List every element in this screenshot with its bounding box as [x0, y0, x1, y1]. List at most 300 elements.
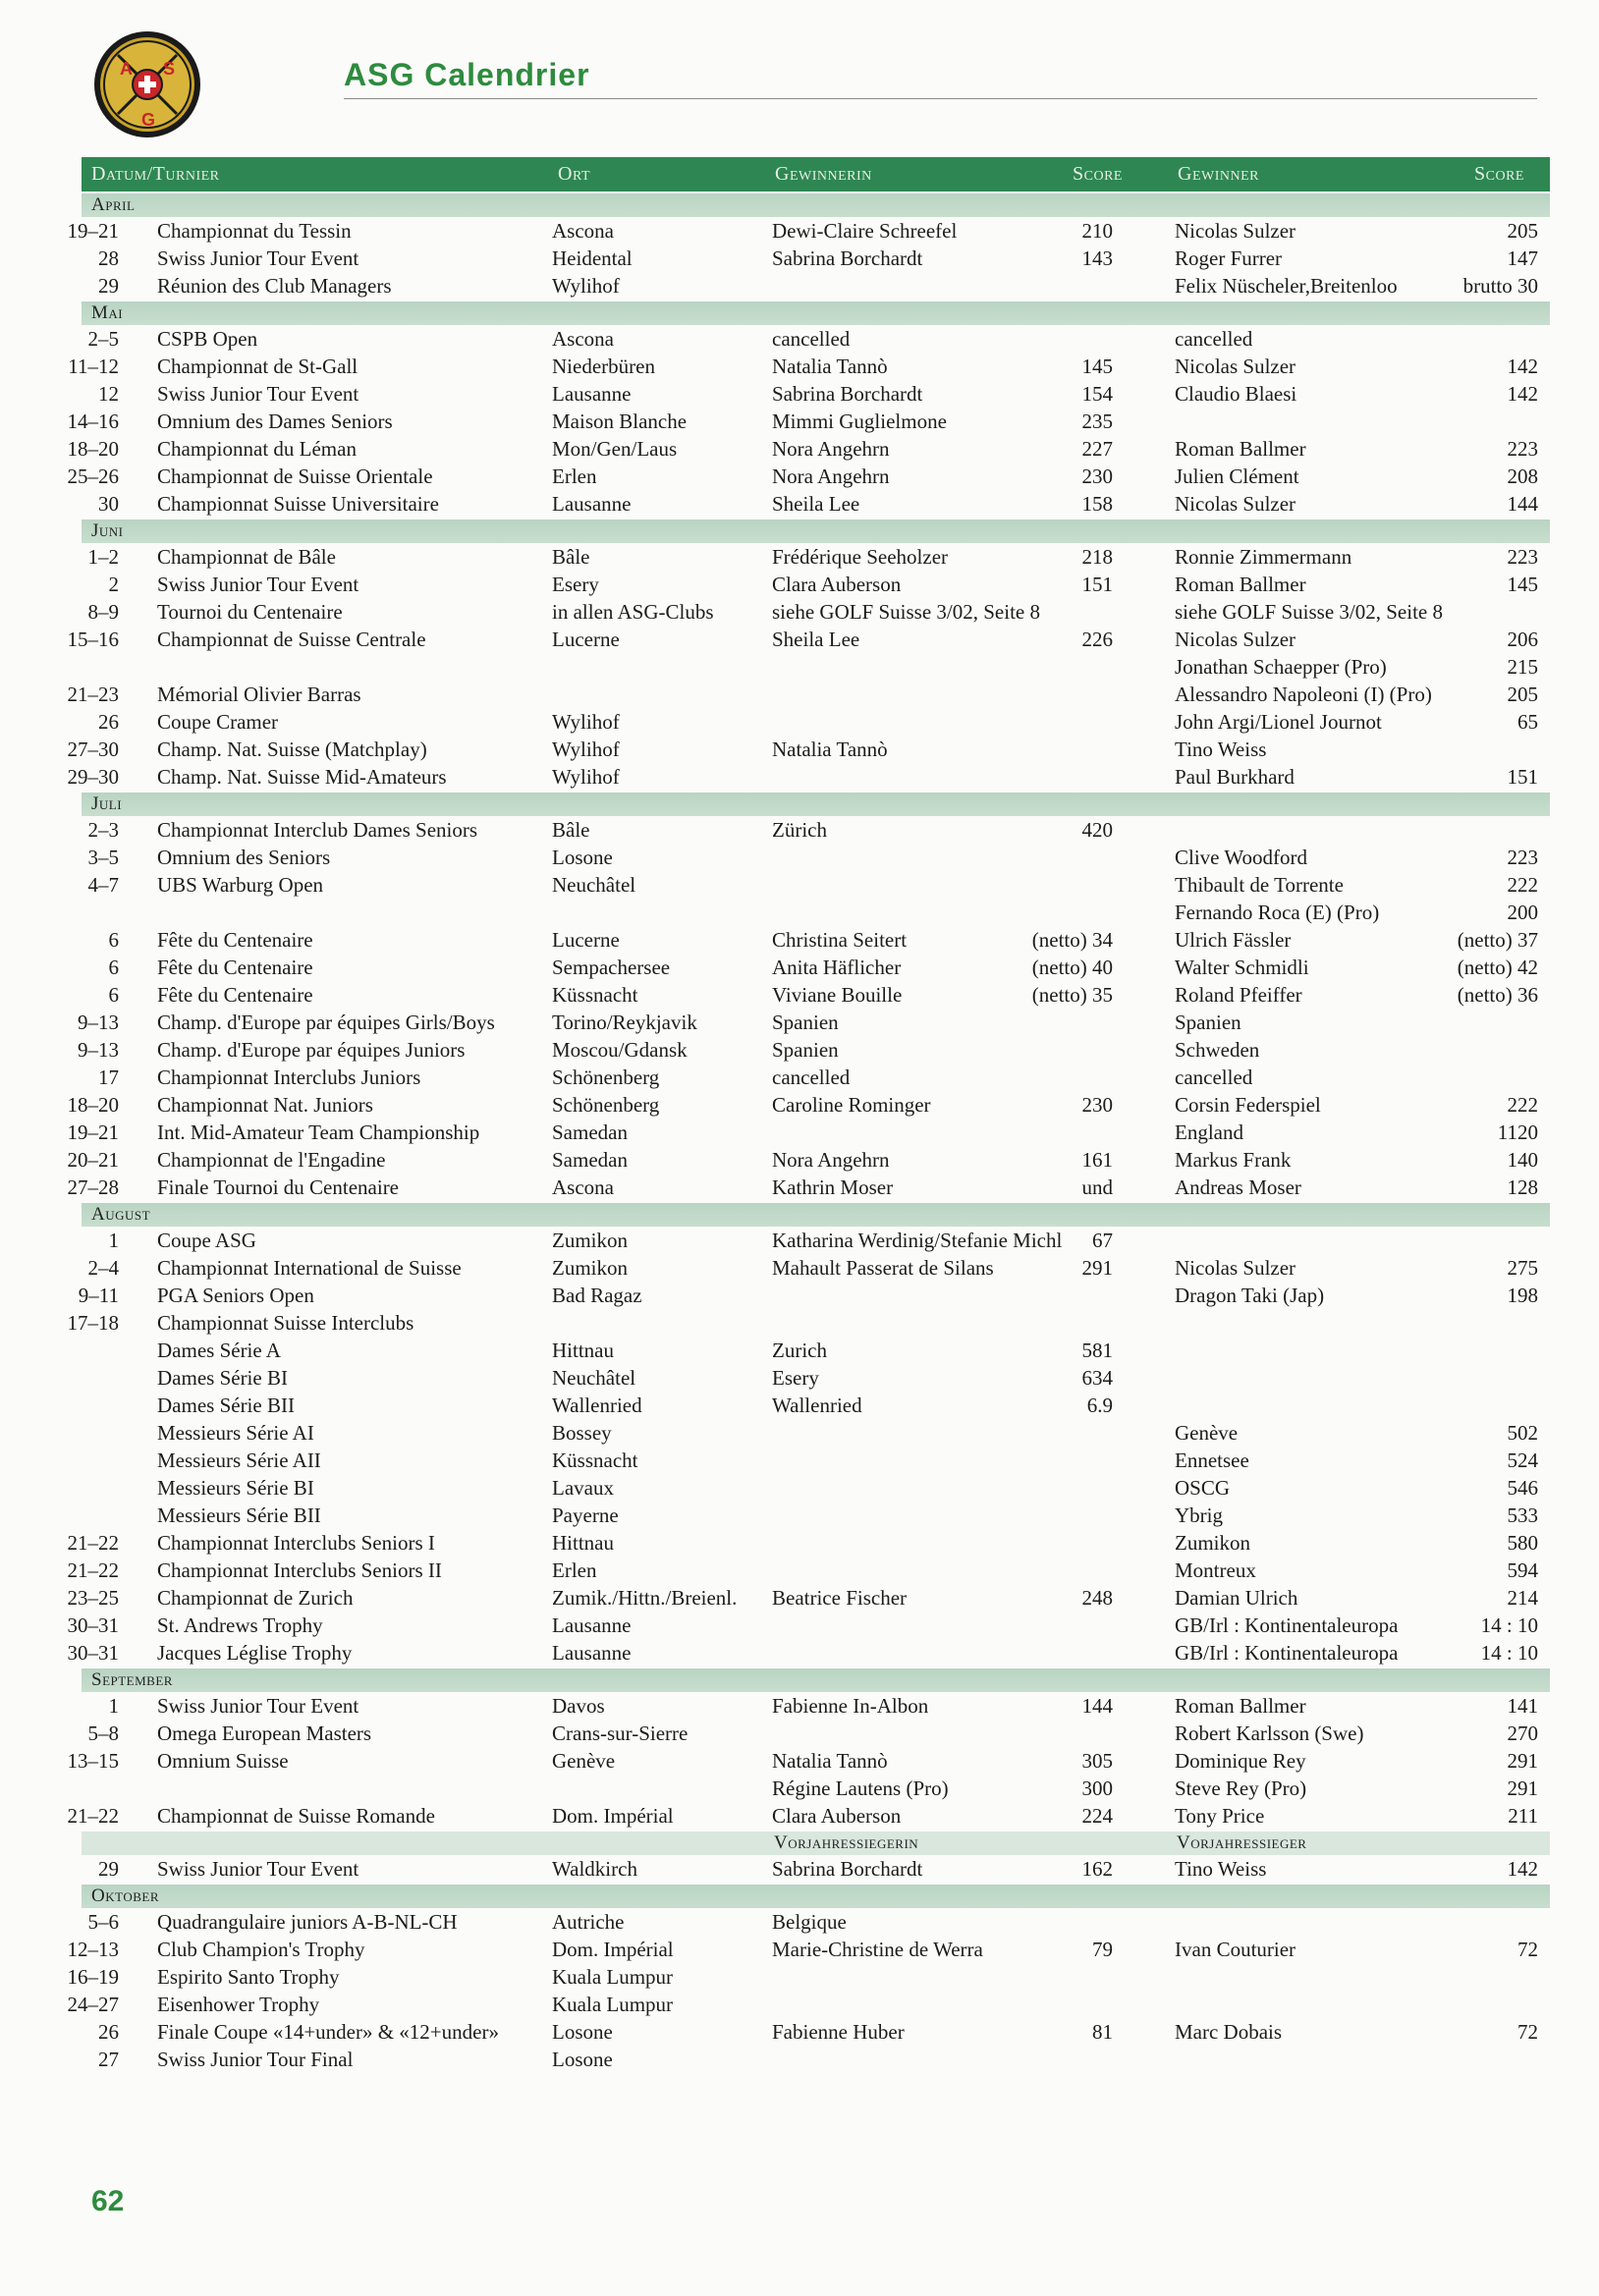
table-row [82, 1419, 1550, 1447]
cell-event: St. Andrews Trophy [157, 1613, 323, 1637]
cell-winner-men: Ybrig [1175, 1503, 1223, 1527]
cell-winner-men: cancelled [1175, 327, 1253, 351]
cell-place: Payerne [552, 1503, 619, 1527]
table-row [82, 272, 1550, 300]
logo-letter-s: S [163, 59, 176, 79]
cell-score-men: 1120 [1497, 1121, 1538, 1144]
cell-score-men: 215 [1507, 655, 1538, 679]
cell-winner-women: Anita Häflicher [772, 956, 902, 979]
cell-winner-men: GB/Irl : Kontinentaleuropa [1175, 1641, 1399, 1665]
cell-winner-men: Roger Furrer [1175, 246, 1283, 270]
cell-winner-men: Ennetsee [1175, 1449, 1249, 1472]
cell-winner-women: Zurich [772, 1339, 827, 1362]
cell-score-women: 227 [1081, 437, 1113, 461]
cell-event: Championnat du Léman [157, 437, 357, 461]
cell-place: Dom. Impérial [552, 1938, 674, 1961]
table-row [82, 490, 1550, 518]
cell-date: 28 [98, 246, 119, 270]
cell-event: Mémorial Olivier Barras [157, 683, 361, 706]
table-row [67, 681, 1550, 708]
cell-score-men: (netto) 42 [1457, 956, 1538, 979]
cell-score-men: 65 [1517, 710, 1538, 734]
cell-winner-men: Thibault de Torrente [1175, 873, 1344, 897]
previous-winner-men-label: Vorjahressieger [1177, 1832, 1307, 1853]
cell-winner-men: Walter Schmidli [1175, 956, 1309, 979]
section-title: Juli [91, 793, 123, 814]
cell-winner-men: Roman Ballmer [1175, 437, 1306, 461]
cell-winner-men: OSCG [1175, 1476, 1231, 1500]
table-row [82, 954, 1550, 981]
cell-winner-men: Tony Price [1175, 1804, 1265, 1828]
cell-place: Lucerne [552, 628, 620, 651]
table-row [68, 353, 1550, 380]
cell-winner-women: Katharina Werdinig/Stefanie Michl [772, 1229, 1063, 1252]
cell-place: Wallenried [552, 1394, 642, 1417]
table-row [78, 1009, 1550, 1036]
cell-winner-women: Fabienne Huber [772, 2020, 905, 2044]
cell-place: Wylihof [552, 765, 620, 789]
cell-event: CSPB Open [157, 327, 258, 351]
cell-winner-men: Genève [1175, 1421, 1239, 1445]
cell-score-men: 546 [1507, 1476, 1538, 1500]
cell-date: 11–12 [68, 355, 119, 378]
cell-score-women: 154 [1081, 382, 1113, 406]
logo-letter-g: G [141, 110, 156, 130]
cell-date: 21–23 [67, 683, 119, 706]
cell-score-men: 151 [1507, 765, 1538, 789]
cell-winner-women: Natalia Tannò [772, 1749, 888, 1773]
cell-date: 21–22 [67, 1531, 119, 1555]
cell-date: 30 [98, 492, 119, 516]
cell-date: 13–15 [67, 1749, 119, 1773]
cell-date: 18–20 [67, 437, 119, 461]
cell-winner-women: Christina Seitert [772, 928, 908, 952]
cell-date: 12–13 [67, 1938, 119, 1961]
table-row [82, 1474, 1550, 1502]
cell-event: Championnat de Zurich [157, 1586, 354, 1610]
table-row [67, 1174, 1550, 1201]
cell-winner-men: Steve Rey (Pro) [1175, 1777, 1307, 1800]
table-row [82, 325, 1550, 353]
cell-place: Lausanne [552, 1641, 632, 1665]
cell-place: Zumikon [552, 1256, 628, 1280]
cell-date: 18–20 [67, 1093, 119, 1117]
cell-place: Niederbüren [552, 355, 655, 378]
table-row [67, 217, 1550, 245]
cell-date: 3–5 [87, 846, 119, 869]
cell-event: Finale Coupe «14+under» & «12+under» [157, 2020, 499, 2044]
cell-winner-men: siehe GOLF Suisse 3/02, Seite 8 [1175, 600, 1443, 624]
cell-place: Kuala Lumpur [552, 1993, 674, 2016]
cell-winner-men: Andreas Moser [1175, 1175, 1301, 1199]
section-title: August [91, 1204, 151, 1225]
cell-event: Espirito Santo Trophy [157, 1965, 340, 1989]
section-title: April [91, 194, 136, 215]
cell-event: Dames Série BII [157, 1394, 295, 1417]
cell-score-men: (netto) 37 [1457, 928, 1538, 952]
cell-event: Omnium Suisse [157, 1749, 289, 1773]
table-row [82, 1720, 1550, 1747]
cell-score-men: 147 [1507, 246, 1538, 270]
cell-place: Samedan [552, 1148, 628, 1172]
cell-winner-men: cancelled [1175, 1066, 1253, 1089]
cell-event: Championnat Interclubs Seniors I [157, 1531, 435, 1555]
cell-date: 8–9 [87, 600, 119, 624]
cell-score-men: 524 [1507, 1449, 1538, 1472]
cell-winner-women: Sheila Lee [772, 628, 860, 651]
cell-place: Torino/Reykjavik [552, 1011, 697, 1034]
cell-score-men: 14 : 10 [1480, 1641, 1538, 1665]
cell-winner-men: Montreux [1175, 1558, 1256, 1582]
cell-date: 26 [98, 2020, 119, 2044]
table-row [82, 708, 1550, 736]
cell-place: Bâle [552, 545, 590, 569]
cell-score-men: 205 [1507, 683, 1538, 706]
cell-place: Lausanne [552, 1613, 632, 1637]
table-row [82, 1364, 1550, 1392]
cell-score-women: 291 [1081, 1256, 1113, 1280]
cell-score-women: 158 [1081, 492, 1113, 516]
cell-score-women: 581 [1081, 1339, 1113, 1362]
cell-winner-women: Mimmi Guglielmone [772, 410, 947, 433]
cell-event: PGA Seniors Open [157, 1284, 314, 1307]
cell-winner-men: Fernando Roca (E) (Pro) [1175, 901, 1380, 924]
table-row [82, 1447, 1550, 1474]
table-row [67, 1936, 1550, 1963]
cell-place: Lucerne [552, 928, 620, 952]
cell-place: Küssnacht [552, 983, 638, 1007]
cell-place: Losone [552, 846, 613, 869]
cell-score-women: 67 [1092, 1229, 1113, 1252]
cell-score-men: 270 [1507, 1722, 1538, 1745]
cell-score-women: 248 [1081, 1586, 1113, 1610]
table-row [82, 1064, 1550, 1091]
table-row [67, 435, 1550, 463]
cell-score-women: und [1081, 1175, 1113, 1199]
cell-winner-women: Natalia Tannò [772, 355, 888, 378]
cell-event: Swiss Junior Tour Event [157, 1694, 359, 1718]
cell-place: Bâle [552, 818, 590, 842]
cell-winner-men: Marc Dobais [1175, 2020, 1283, 2044]
table-row [67, 463, 1550, 490]
cell-event: Championnat Interclubs Seniors II [157, 1558, 442, 1582]
table-row [67, 1991, 1550, 2018]
cell-winner-men: GB/Irl : Kontinentaleuropa [1175, 1613, 1399, 1637]
cell-place: Crans-sur-Sierre [552, 1722, 689, 1745]
cell-score-women: 143 [1081, 246, 1113, 270]
cell-winner-women: Zürich [772, 818, 827, 842]
header-score-women: Score [1073, 163, 1123, 185]
cell-winner-women: Sheila Lee [772, 492, 860, 516]
cell-event: Omnium des Dames Seniors [157, 410, 393, 433]
cell-winner-men: Roman Ballmer [1175, 573, 1306, 596]
cell-date: 27–28 [67, 1175, 119, 1199]
cell-event: Championnat Nat. Juniors [157, 1093, 373, 1117]
cell-winner-women: Natalia Tannò [772, 738, 888, 761]
cell-score-men: 222 [1507, 1093, 1538, 1117]
cell-place: Davos [552, 1694, 605, 1718]
cell-score-women: 420 [1081, 818, 1113, 842]
cell-winner-men: Nicolas Sulzer [1175, 628, 1296, 651]
cell-score-men: 223 [1507, 437, 1538, 461]
header-date: Datum/Turnier [91, 163, 220, 185]
cell-place: Wylihof [552, 710, 620, 734]
cell-date: 23–25 [67, 1586, 119, 1610]
cell-event: Fête du Centenaire [157, 983, 313, 1007]
cell-winner-women: Frédérique Seeholzer [772, 545, 949, 569]
cell-date: 2 [108, 573, 119, 596]
cell-place: Küssnacht [552, 1449, 638, 1472]
cell-score-men: 291 [1507, 1749, 1538, 1773]
cell-score-women: 151 [1081, 573, 1113, 596]
table-row [82, 1337, 1550, 1364]
cell-winner-men: Julien Clément [1175, 465, 1299, 488]
cell-event: Coupe Cramer [157, 710, 279, 734]
cell-place: Autriche [552, 1910, 625, 1934]
cell-date: 19–21 [67, 1121, 119, 1144]
cell-score-men: 594 [1507, 1558, 1538, 1582]
cell-place: Bossey [552, 1421, 612, 1445]
cell-place: Genève [552, 1749, 616, 1773]
table-row [82, 1502, 1550, 1529]
header-winner-women: Gewinnerin [775, 163, 872, 185]
cell-place: in allen ASG-Clubs [552, 600, 714, 624]
cell-date: 30–31 [67, 1641, 119, 1665]
cell-event: Swiss Junior Tour Event [157, 1857, 359, 1881]
cell-place: Hittnau [552, 1339, 614, 1362]
cell-place: Dom. Impérial [552, 1804, 674, 1828]
cell-score-men: 14 : 10 [1480, 1613, 1538, 1637]
table-row [67, 763, 1550, 791]
cell-event: Championnat Suisse Universitaire [157, 492, 439, 516]
cell-event: Championnat de Suisse Romande [157, 1804, 435, 1828]
cell-winner-men: Dragon Taki (Jap) [1175, 1284, 1325, 1307]
table-row [67, 1963, 1550, 1991]
cell-score-men: 140 [1507, 1148, 1538, 1172]
cell-winner-women: Nora Angehrn [772, 465, 890, 488]
cell-winner-men: Ivan Couturier [1175, 1938, 1296, 1961]
cell-event: Finale Tournoi du Centenaire [157, 1175, 400, 1199]
table-row [82, 2018, 1550, 2046]
cell-winner-men: Corsin Federspiel [1175, 1093, 1321, 1117]
cell-event: Eisenhower Trophy [157, 1993, 320, 2016]
cell-score-men: 141 [1507, 1694, 1538, 1718]
table-row [82, 1775, 1550, 1802]
previous-winner-women-label: Vorjahressiegerin [774, 1832, 919, 1853]
table-row [67, 1557, 1550, 1584]
cell-score-men: brutto 30 [1462, 274, 1538, 298]
cell-place: Ascona [552, 327, 614, 351]
cell-score-women: 235 [1081, 410, 1113, 433]
cell-winner-men: Roman Ballmer [1175, 1694, 1306, 1718]
section-header [82, 1668, 1550, 1692]
table-row [82, 816, 1550, 844]
table-row [78, 1282, 1550, 1309]
cell-event: Swiss Junior Tour Event [157, 246, 359, 270]
cell-score-men: 142 [1507, 1857, 1538, 1881]
cell-place: Maison Blanche [552, 410, 688, 433]
cell-score-women: 162 [1081, 1857, 1113, 1881]
cell-winner-women: Clara Auberson [772, 1804, 902, 1828]
table-row [82, 1692, 1550, 1720]
cell-score-men: 223 [1507, 846, 1538, 869]
cell-place: Waldkirch [552, 1857, 637, 1881]
cell-score-women: (netto) 34 [1031, 928, 1113, 952]
cell-date: 17–18 [67, 1311, 119, 1335]
cell-date: 16–19 [67, 1965, 119, 1989]
table-row [82, 380, 1550, 408]
cell-place: Lausanne [552, 492, 632, 516]
cell-winner-men: Markus Frank [1175, 1148, 1292, 1172]
cell-winner-women: Régine Lautens (Pro) [772, 1777, 949, 1800]
cell-date: 26 [98, 710, 119, 734]
cell-score-women: 161 [1081, 1148, 1113, 1172]
table-row [82, 653, 1550, 681]
cell-score-women: 634 [1081, 1366, 1113, 1390]
table-row [82, 543, 1550, 571]
header-place: Ort [558, 163, 590, 185]
table-row [67, 1747, 1550, 1775]
cell-score-women: 305 [1081, 1749, 1113, 1773]
cell-date: 6 [108, 983, 119, 1007]
section-header [82, 193, 1550, 217]
cell-event: Messieurs Série AI [157, 1421, 314, 1445]
cell-score-women: (netto) 40 [1031, 956, 1113, 979]
cell-event: Championnat Interclubs Juniors [157, 1066, 421, 1089]
cell-winner-men: Schweden [1175, 1038, 1260, 1062]
table-row [78, 1036, 1550, 1064]
cell-winner-men: Nicolas Sulzer [1175, 1256, 1296, 1280]
cell-score-men: 580 [1507, 1531, 1538, 1555]
cell-winner-men: Dominique Rey [1175, 1749, 1306, 1773]
cell-winner-men: Spanien [1175, 1011, 1241, 1034]
cell-event: Championnat International de Suisse [157, 1256, 462, 1280]
cell-winner-women: Sabrina Borchardt [772, 1857, 923, 1881]
table-row [67, 1146, 1550, 1174]
cell-date: 27 [98, 2048, 119, 2071]
cell-event: Dames Série A [157, 1339, 281, 1362]
cell-event: Championnat de Suisse Centrale [157, 628, 426, 651]
cell-date: 21–22 [67, 1804, 119, 1828]
cell-winner-women: Mahault Passerat de Silans [772, 1256, 994, 1280]
cell-score-women: 81 [1092, 2020, 1113, 2044]
cell-winner-men: Alessandro Napoleoni (I) (Pro) [1175, 683, 1432, 706]
cell-score-men: 72 [1517, 2020, 1538, 2044]
cell-event: Omega European Masters [157, 1722, 372, 1745]
cell-place: Schönenberg [552, 1066, 660, 1089]
cell-date: 20–21 [67, 1148, 119, 1172]
calendar-table [67, 157, 1550, 2073]
cell-place: Ascona [552, 1175, 614, 1199]
cell-place: Neuchâtel [552, 1366, 636, 1390]
table-row [82, 571, 1550, 598]
cell-score-women: 230 [1081, 465, 1113, 488]
cell-score-men: 205 [1507, 219, 1538, 243]
cell-score-men: 223 [1507, 545, 1538, 569]
cell-winner-women: Spanien [772, 1011, 839, 1034]
cell-winner-men: Paul Burkhard [1175, 765, 1295, 789]
cell-place: Samedan [552, 1121, 628, 1144]
cell-event: Jacques Léglise Trophy [157, 1641, 353, 1665]
cell-place: Moscou/Gdansk [552, 1038, 688, 1062]
cell-date: 17 [98, 1066, 119, 1089]
cell-winner-men: Felix Nüscheler,Breitenloo [1175, 274, 1398, 298]
cell-date: 9–13 [78, 1011, 119, 1034]
table-row [82, 871, 1550, 899]
cell-event: Dames Série BI [157, 1366, 288, 1390]
cell-winner-men: Tino Weiss [1175, 738, 1267, 761]
cell-place: Kuala Lumpur [552, 1965, 674, 1989]
cell-date: 2–4 [87, 1256, 119, 1280]
cell-event: Champ. d'Europe par équipes Girls/Boys [157, 1011, 495, 1034]
cell-score-women: 6.9 [1086, 1394, 1113, 1417]
cell-winner-women: Fabienne In-Albon [772, 1694, 929, 1718]
cell-score-men: 275 [1507, 1256, 1538, 1280]
cell-date: 4–7 [87, 873, 119, 897]
table-row [67, 1802, 1550, 1830]
table-row [82, 844, 1550, 871]
cell-winner-men: Tino Weiss [1175, 1857, 1267, 1881]
cell-winner-men: Zumikon [1175, 1531, 1250, 1555]
cell-event: Fête du Centenaire [157, 928, 313, 952]
cell-score-men: 291 [1507, 1777, 1538, 1800]
cell-score-men: 222 [1507, 873, 1538, 897]
cell-score-women: 224 [1081, 1804, 1113, 1828]
cell-event: Swiss Junior Tour Event [157, 382, 359, 406]
cell-score-women: 300 [1081, 1777, 1113, 1800]
cell-score-women: 144 [1081, 1694, 1113, 1718]
cell-place: Losone [552, 2048, 613, 2071]
cell-winner-women: cancelled [772, 1066, 851, 1089]
cell-winner-men: Robert Karlsson (Swe) [1175, 1722, 1364, 1745]
cell-event: Club Champion's Trophy [157, 1938, 365, 1961]
cell-date: 21–22 [67, 1558, 119, 1582]
cell-event: Omnium des Seniors [157, 846, 331, 869]
page-title: ASG Calendrier [344, 57, 590, 92]
header-score-men: Score [1474, 163, 1524, 185]
cell-date: 25–26 [67, 465, 119, 488]
cell-place: Zumik./Hittn./Breienl. [552, 1586, 738, 1610]
cell-event: Int. Mid-Amateur Team Championship [157, 1121, 480, 1144]
cell-place: Ascona [552, 219, 614, 243]
asg-logo [92, 29, 202, 139]
table-row [67, 408, 1550, 435]
cell-date: 9–11 [78, 1284, 119, 1307]
cell-score-men: 128 [1507, 1175, 1538, 1199]
section-title: Juni [91, 520, 124, 541]
section-title: Oktober [91, 1886, 159, 1906]
cell-place: Schönenberg [552, 1093, 660, 1117]
cell-event: Championnat de St-Gall [157, 355, 358, 378]
cell-date: 1 [108, 1229, 119, 1252]
cell-winner-men: Roland Pfeiffer [1175, 983, 1302, 1007]
cell-score-men: (netto) 36 [1457, 983, 1538, 1007]
table-row [67, 1309, 1550, 1337]
cell-event: Championnat du Tessin [157, 219, 352, 243]
table-row [67, 1612, 1550, 1639]
cell-winner-women: Esery [772, 1366, 819, 1390]
cell-event: Championnat Suisse Interclubs [157, 1311, 414, 1335]
cell-score-women: 145 [1081, 355, 1113, 378]
table-row [82, 245, 1550, 272]
cell-winner-men: Nicolas Sulzer [1175, 219, 1296, 243]
cell-winner-women: Spanien [772, 1038, 839, 1062]
cell-event: Coupe ASG [157, 1229, 256, 1252]
cell-date: 2–3 [87, 818, 119, 842]
table-row [67, 1639, 1550, 1667]
table-row [82, 2046, 1550, 2073]
cell-score-men: 200 [1507, 901, 1538, 924]
